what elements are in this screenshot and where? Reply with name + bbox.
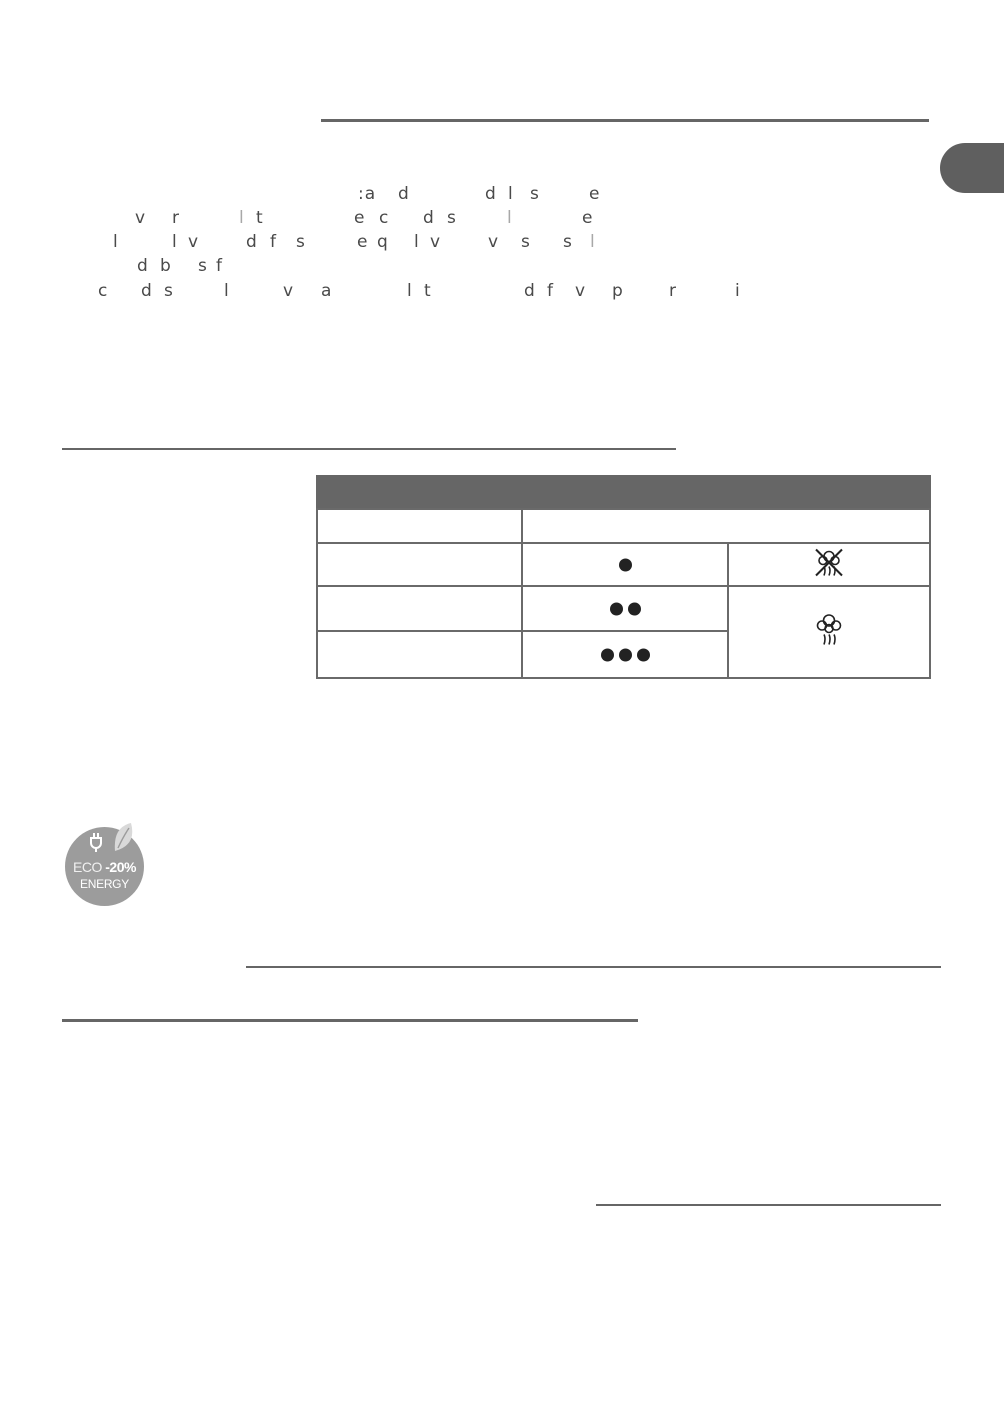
table-row-3-level [521, 630, 729, 679]
table-steam-merged [727, 585, 931, 679]
steam-icon [813, 612, 845, 653]
text-fragment: a [321, 281, 333, 301]
text-fragment: s [530, 184, 540, 204]
text-fragment: l [172, 232, 178, 252]
text-fragment: s [296, 232, 306, 252]
text-fragment: t [424, 281, 432, 301]
level-dot [619, 648, 632, 661]
text-fragment: l [508, 184, 514, 204]
text-fragment: v [575, 281, 587, 301]
text-fragment: t [256, 208, 264, 228]
text-fragment: c [379, 208, 390, 228]
table-row-3-label [316, 630, 523, 679]
text-fragment: l [590, 232, 596, 252]
section-rule-3 [62, 1019, 638, 1022]
level-dots [523, 648, 727, 661]
text-fragment: s [164, 281, 174, 301]
level-dot [610, 602, 623, 615]
text-fragment: d [141, 281, 153, 301]
text-fragment: d [485, 184, 497, 204]
text-fragment: s [521, 232, 531, 252]
level-dot [637, 648, 650, 661]
text-fragment: s [563, 232, 573, 252]
table-row-2-label [316, 585, 523, 632]
table-row-1-level [521, 542, 729, 587]
text-fragment: s [198, 256, 208, 276]
section-tab [940, 143, 1004, 193]
text-fragment: s [447, 208, 457, 228]
text-fragment: l [414, 232, 420, 252]
text-line-3 [0, 232, 800, 254]
eco-label [65, 859, 144, 875]
section-rule-4 [596, 1204, 941, 1206]
text-fragment: p [612, 281, 624, 301]
text-fragment: r [172, 208, 180, 228]
text-fragment: l [407, 281, 413, 301]
level-dot [601, 648, 614, 661]
text-fragment: f [547, 281, 554, 301]
text-fragment: v [135, 208, 147, 228]
section-rule-1 [62, 448, 676, 450]
text-fragment: d [398, 184, 410, 204]
eco-label-text: ECO [73, 859, 102, 875]
text-fragment: v [188, 232, 200, 252]
text-fragment: d [246, 232, 258, 252]
eco-energy-badge [65, 827, 144, 906]
no-steam-icon [811, 544, 847, 585]
table-header [316, 475, 931, 508]
section-rule-2 [246, 966, 941, 968]
text-fragment: b [160, 256, 172, 276]
table-subheader-right [521, 508, 931, 544]
text-fragment: l [507, 208, 513, 228]
text-fragment: r [669, 281, 677, 301]
text-fragment: i [735, 281, 741, 301]
table-row-1-steam [727, 542, 931, 587]
level-dot [628, 602, 641, 615]
text-fragment: e [589, 184, 601, 204]
text-fragment: c [98, 281, 109, 301]
text-line-5 [0, 281, 800, 303]
text-fragment: l [113, 232, 119, 252]
text-line-1 [0, 184, 800, 206]
table-row-2-level [521, 585, 729, 632]
eco-percent-text: -20% [105, 859, 136, 875]
table-row-1-label [316, 542, 523, 587]
text-fragment: f [270, 232, 277, 252]
text-fragment: e [357, 232, 369, 252]
text-fragment: e [354, 208, 366, 228]
settings-table [316, 475, 931, 679]
text-fragment: l [224, 281, 230, 301]
text-fragment: q [377, 232, 389, 252]
text-line-2 [0, 208, 800, 230]
text-fragment: v [488, 232, 500, 252]
text-fragment: d [524, 281, 536, 301]
level-dots [523, 602, 727, 615]
level-dot [619, 558, 632, 571]
text-fragment: d [423, 208, 435, 228]
text-fragment: v [283, 281, 295, 301]
text-fragment: v [430, 232, 442, 252]
level-dots [523, 558, 727, 571]
text-fragment: l [239, 208, 245, 228]
text-fragment: :a [358, 184, 377, 204]
text-line-4 [0, 256, 800, 278]
table-subheader-left [316, 508, 523, 544]
plug-leaf-icon [85, 821, 135, 858]
text-fragment: f [216, 256, 223, 276]
eco-energy-text: ENERGY [80, 877, 129, 891]
text-fragment: d [137, 256, 149, 276]
top-rule [321, 119, 929, 122]
text-fragment: e [582, 208, 594, 228]
